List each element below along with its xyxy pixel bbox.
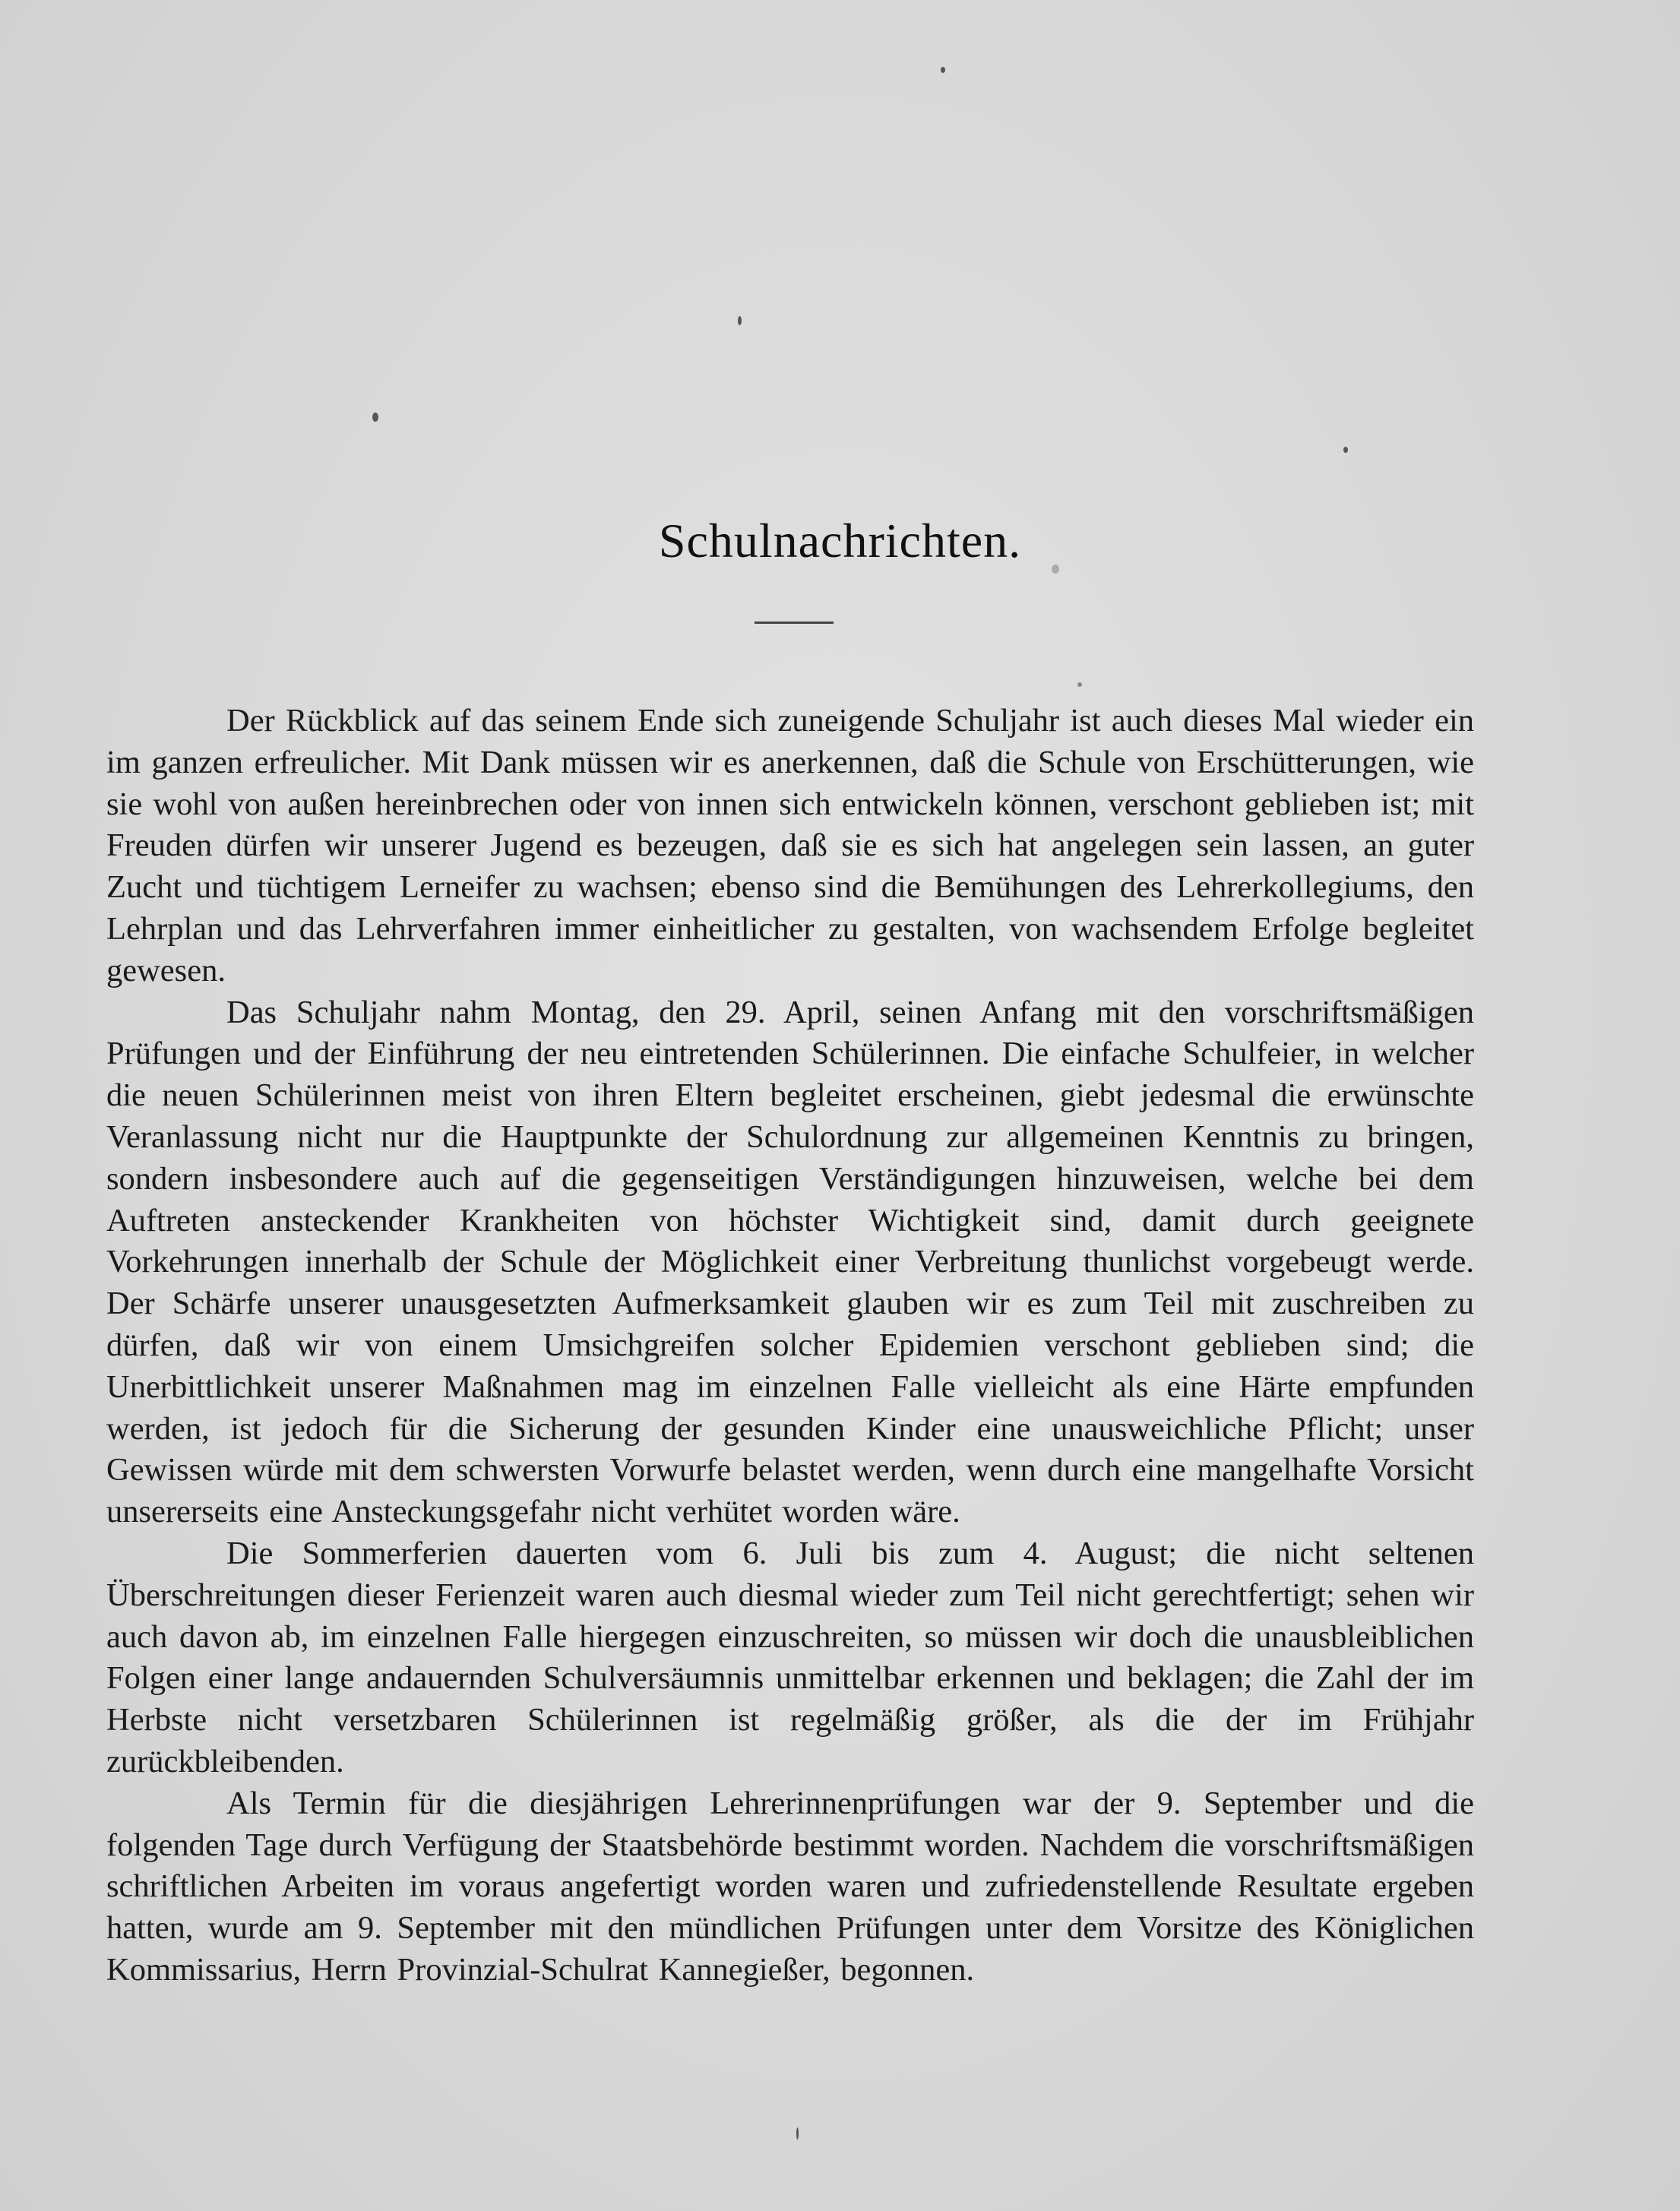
scan-speck	[372, 413, 378, 422]
paragraph: Das Schuljahr nahm Montag, den 29. April, seinen Anfang mit den vorschriftsmäßigen Prüfungen und der Einführung der neu eintretenden Schülerinnen. Die einfache Schulfeier, in welcher die neuen Schülerinnen meist von ihren Eltern begleitet erscheinen, giebt jedesmal die erwünschte Veranlassung nicht nur die Hauptpunkte der Schulordnung zur allgemeinen Kenntnis zu bringen, sondern insbesondere auch auf die gegenseitigen Verständigungen hinzuweisen, welche bei dem Auftreten ansteckender Krankheiten von höchster Wichtigkeit sind, damit durch geeignete Vorkehrungen innerhalb der Schule der Möglichkeit einer Verbreitung thunlichst vorgebeugt werde. Der Schärfe unserer unausgesetzten Aufmerksamkeit glauben wir es zum Teil mit zuschreiben zu dürfen, daß wir von einem Umsichgreifen solcher Epidemien verschont geblieben sind; die Unerbittlichkeit unserer Maßnahmen mag im einzelnen Falle vielleicht als eine Härte empfunden werden, ist jedoch für die Sicherung der gesunden Kinder eine unausweichliche Pflicht; unser Gewissen würde mit dem schwersten Vorwurfe belastet werden, wenn durch eine mangelhafte Vorsicht unsererseits eine Ansteckungsgefahr nicht verhütet worden wäre.	[106, 994, 1474, 1530]
scan-speck	[1343, 447, 1348, 453]
scan-speck	[738, 316, 742, 325]
scan-speck	[796, 2127, 799, 2140]
paragraph: Als Termin für die diesjährigen Lehrerinnenprüfungen war der 9. September und die folgenden Tage durch Verfügung der Staatsbehörde bestimmt worden. Nachdem die vorschriftsmäßigen schriftlichen Arbeiten im voraus angefertigt worden waren und zufriedenstellende Resultate ergeben hatten, wurde am 9. September mit den mündlichen Prüfungen unter dem Vorsitze des Königlichen Kommissarius, Herrn Provinzial-Schulrat Kannegießer, begonnen.	[106, 1785, 1474, 1988]
title-rule	[755, 622, 834, 624]
paragraph: Der Rückblick auf das seinem Ende sich zuneigende Schuljahr ist auch dieses Mal wieder ein im ganzen erfreulicher. Mit Dank müssen wir es anerkennen, daß die Schule von Erschütterungen, wie sie wohl von außen hereinbrechen oder von innen sich entwickeln können, verschont geblieben ist; mit Freuden dürfen wir unserer Jugend es bezeugen, daß sie es sich hat angelegen sein lassen, an guter Zucht und tüchtigem Lerneifer zu wachsen; ebenso sind die Bemühungen des Lehrerkollegiums, den Lehrplan und das Lehrverfahren immer einheitlicher zu gestalten, von wachsendem Erfolge begleitet gewesen.	[106, 703, 1474, 988]
scan-speck	[941, 67, 945, 73]
body-text	[106, 701, 1474, 1991]
paragraph: Die Sommerferien dauerten vom 6. Juli bis zum 4. August; die nicht seltenen Überschreitungen dieser Ferienzeit waren auch diesmal wieder zum Teil nicht gerechtfertigt; sehen wir auch davon ab, im einzelnen Falle hiergegen einzuschreiten, so müssen wir doch die unausbleiblichen Folgen einer lange andauernden Schulversäumnis unmittelbar erkennen und beklagen; die Zahl der im Herbste nicht versetzbaren Schülerinnen ist regelmäßig größer, als die der im Frühjahr zurückbleibenden.	[106, 1535, 1474, 1779]
page-title: Schulnachrichten.	[658, 514, 1022, 568]
scan-speck	[1077, 682, 1082, 687]
